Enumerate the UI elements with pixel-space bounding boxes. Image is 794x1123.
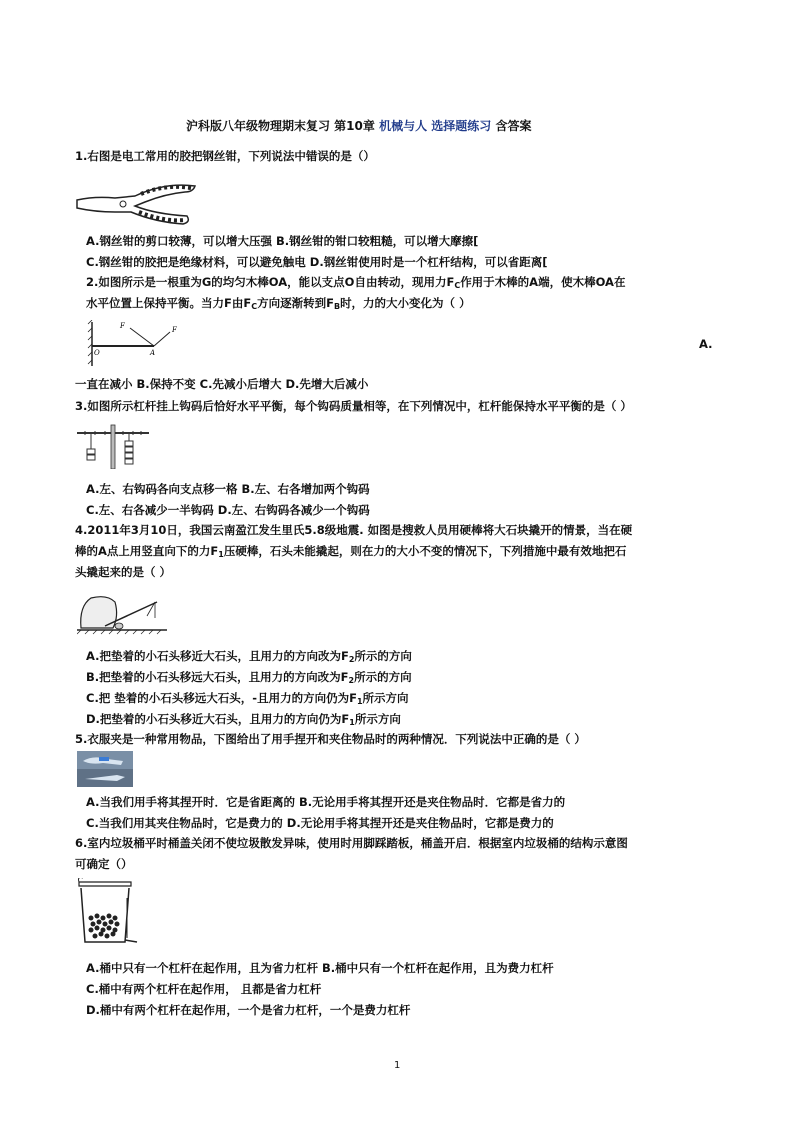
question-6-options: A.桶中只有一个杠杆在起作用，且为省力杠杆 B.桶中只有一个杠杆在起作用，且为费力杠杆 [86, 961, 554, 975]
question-1-stem: 1.右图是电工常用的胶把钢丝钳，下列说法中错误的是（） [75, 149, 375, 163]
question-4-stem: 棒的A点上用竖直向下的力$F_1$压硬棒，石头未能撬起，则在力的大小不变的情况下，下列措施中最有效地把石 [75, 544, 627, 559]
page-title [186, 118, 531, 134]
question-2-option-a-label: A. [699, 337, 713, 351]
title-highlight: 机械与人 [379, 119, 428, 133]
question-1-options: C.钢丝钳的胶把是绝缘材料，可以避免触电 D.钢丝钳使用时是一个杠杆结构，可以省距离[ [86, 255, 548, 269]
question-1-options: A.钢丝钳的剪口较薄，可以增大压强 B.钢丝钳的钳口较粗糙，可以增大摩擦[ [86, 234, 479, 248]
title-part: 沪科版八年级物理期末复习 第10章 [186, 119, 380, 133]
crowbar-rock-figure [77, 592, 167, 638]
fig-label-a: A [150, 349, 156, 357]
question-6-options: C.桶中有两个杠杆在起作用， 且都是省力杠杆 [86, 982, 322, 996]
question-5-options: A.当我们用手将其捏开时．它是省距离的 B.无论用手将其捏开还是夹住物品时．它都是省力的 [86, 795, 566, 809]
question-4-option-a: A.把垫着的小石头移近大石头，且用力的方向改为$F_2$所示的方向 [86, 649, 412, 664]
balanced-lever-figure [75, 423, 151, 469]
question-6-stem: 6.室内垃圾桶平时桶盖关闭不使垃圾散发异味，使用时用脚踩踏板，桶盖开启．根据室内垃圾桶的结构示意图 [75, 836, 628, 850]
question-4-option-d: D.把垫着的小石头移近大石头，且用力的方向仍为$F_1$所示方向 [86, 712, 401, 727]
question-2-stem: 2.如图所示是一根重为G的均匀木棒OA，能以支点O自由转动，现用力$F_C$作用于木棒的A端，使木棒OA在 [86, 275, 626, 290]
lever-rod-figure [86, 320, 186, 370]
fig-label-fb: F [120, 322, 125, 330]
clothespin-photo [77, 751, 133, 787]
question-5-stem: 5.衣服夹是一种常用物品，下图给出了用手捏开和夹住物品时的两种情况．下列说法中正确的是（ ） [75, 732, 586, 746]
question-6-stem: 可确定（） [75, 857, 133, 871]
question-4-option-b: B.把垫着的小石头移远大石头，且用力的方向改为$F_2$所示的方向 [86, 670, 412, 685]
title-part: 含答案 [491, 119, 532, 133]
fig-label-o: O [94, 349, 100, 357]
question-3-options: A.左、右钩码各向支点移一格 B.左、右各增加两个钩码 [86, 482, 370, 496]
page-number: 1 [394, 1060, 401, 1071]
question-3-stem: 3.如图所示杠杆挂上钩码后恰好水平平衡，每个钩码质量相等，在下列情况中，杠杆能保持水平平衡的是（ ） [75, 399, 632, 413]
question-4-option-c: C.把 垫着的小石头移远大石头，-且用力的方向仍为$F_1$所示方向 [86, 691, 409, 706]
fig-label-fc: F [172, 326, 177, 334]
trash-bin-figure [75, 878, 143, 950]
question-4-stem: 头撬起来的是（ ） [75, 565, 172, 579]
question-6-options: D.桶中有两个杠杆在起作用，一个是省力杠杆，一个是费力杠杆 [86, 1003, 411, 1017]
question-3-options: C.左、右各减少一半钩码 D.左、右钩码各减少一个钩码 [86, 503, 370, 517]
pliers-figure [75, 178, 199, 228]
question-4-stem: 4.2011年3月10日，我国云南盈江发生里氏5.8级地震. 如图是搜救人员用硬棒将大石块撬开的情景，当在硬 [75, 523, 633, 537]
question-5-options: C.当我们用其夹住物品时，它是费力的 D.无论用手将其捏开还是夹住物品时，它都是费力的 [86, 816, 554, 830]
question-2-stem: 水平位置上保持平衡。当力F由$F_C$方向逐渐转到$F_B$时，力的大小变化为（ ） [86, 296, 471, 311]
title-highlight: 选择题练习 [427, 119, 492, 133]
question-2-options: 一直在减小 B.保持不变 C.先减小后增大 D.先增大后减小 [75, 377, 369, 391]
